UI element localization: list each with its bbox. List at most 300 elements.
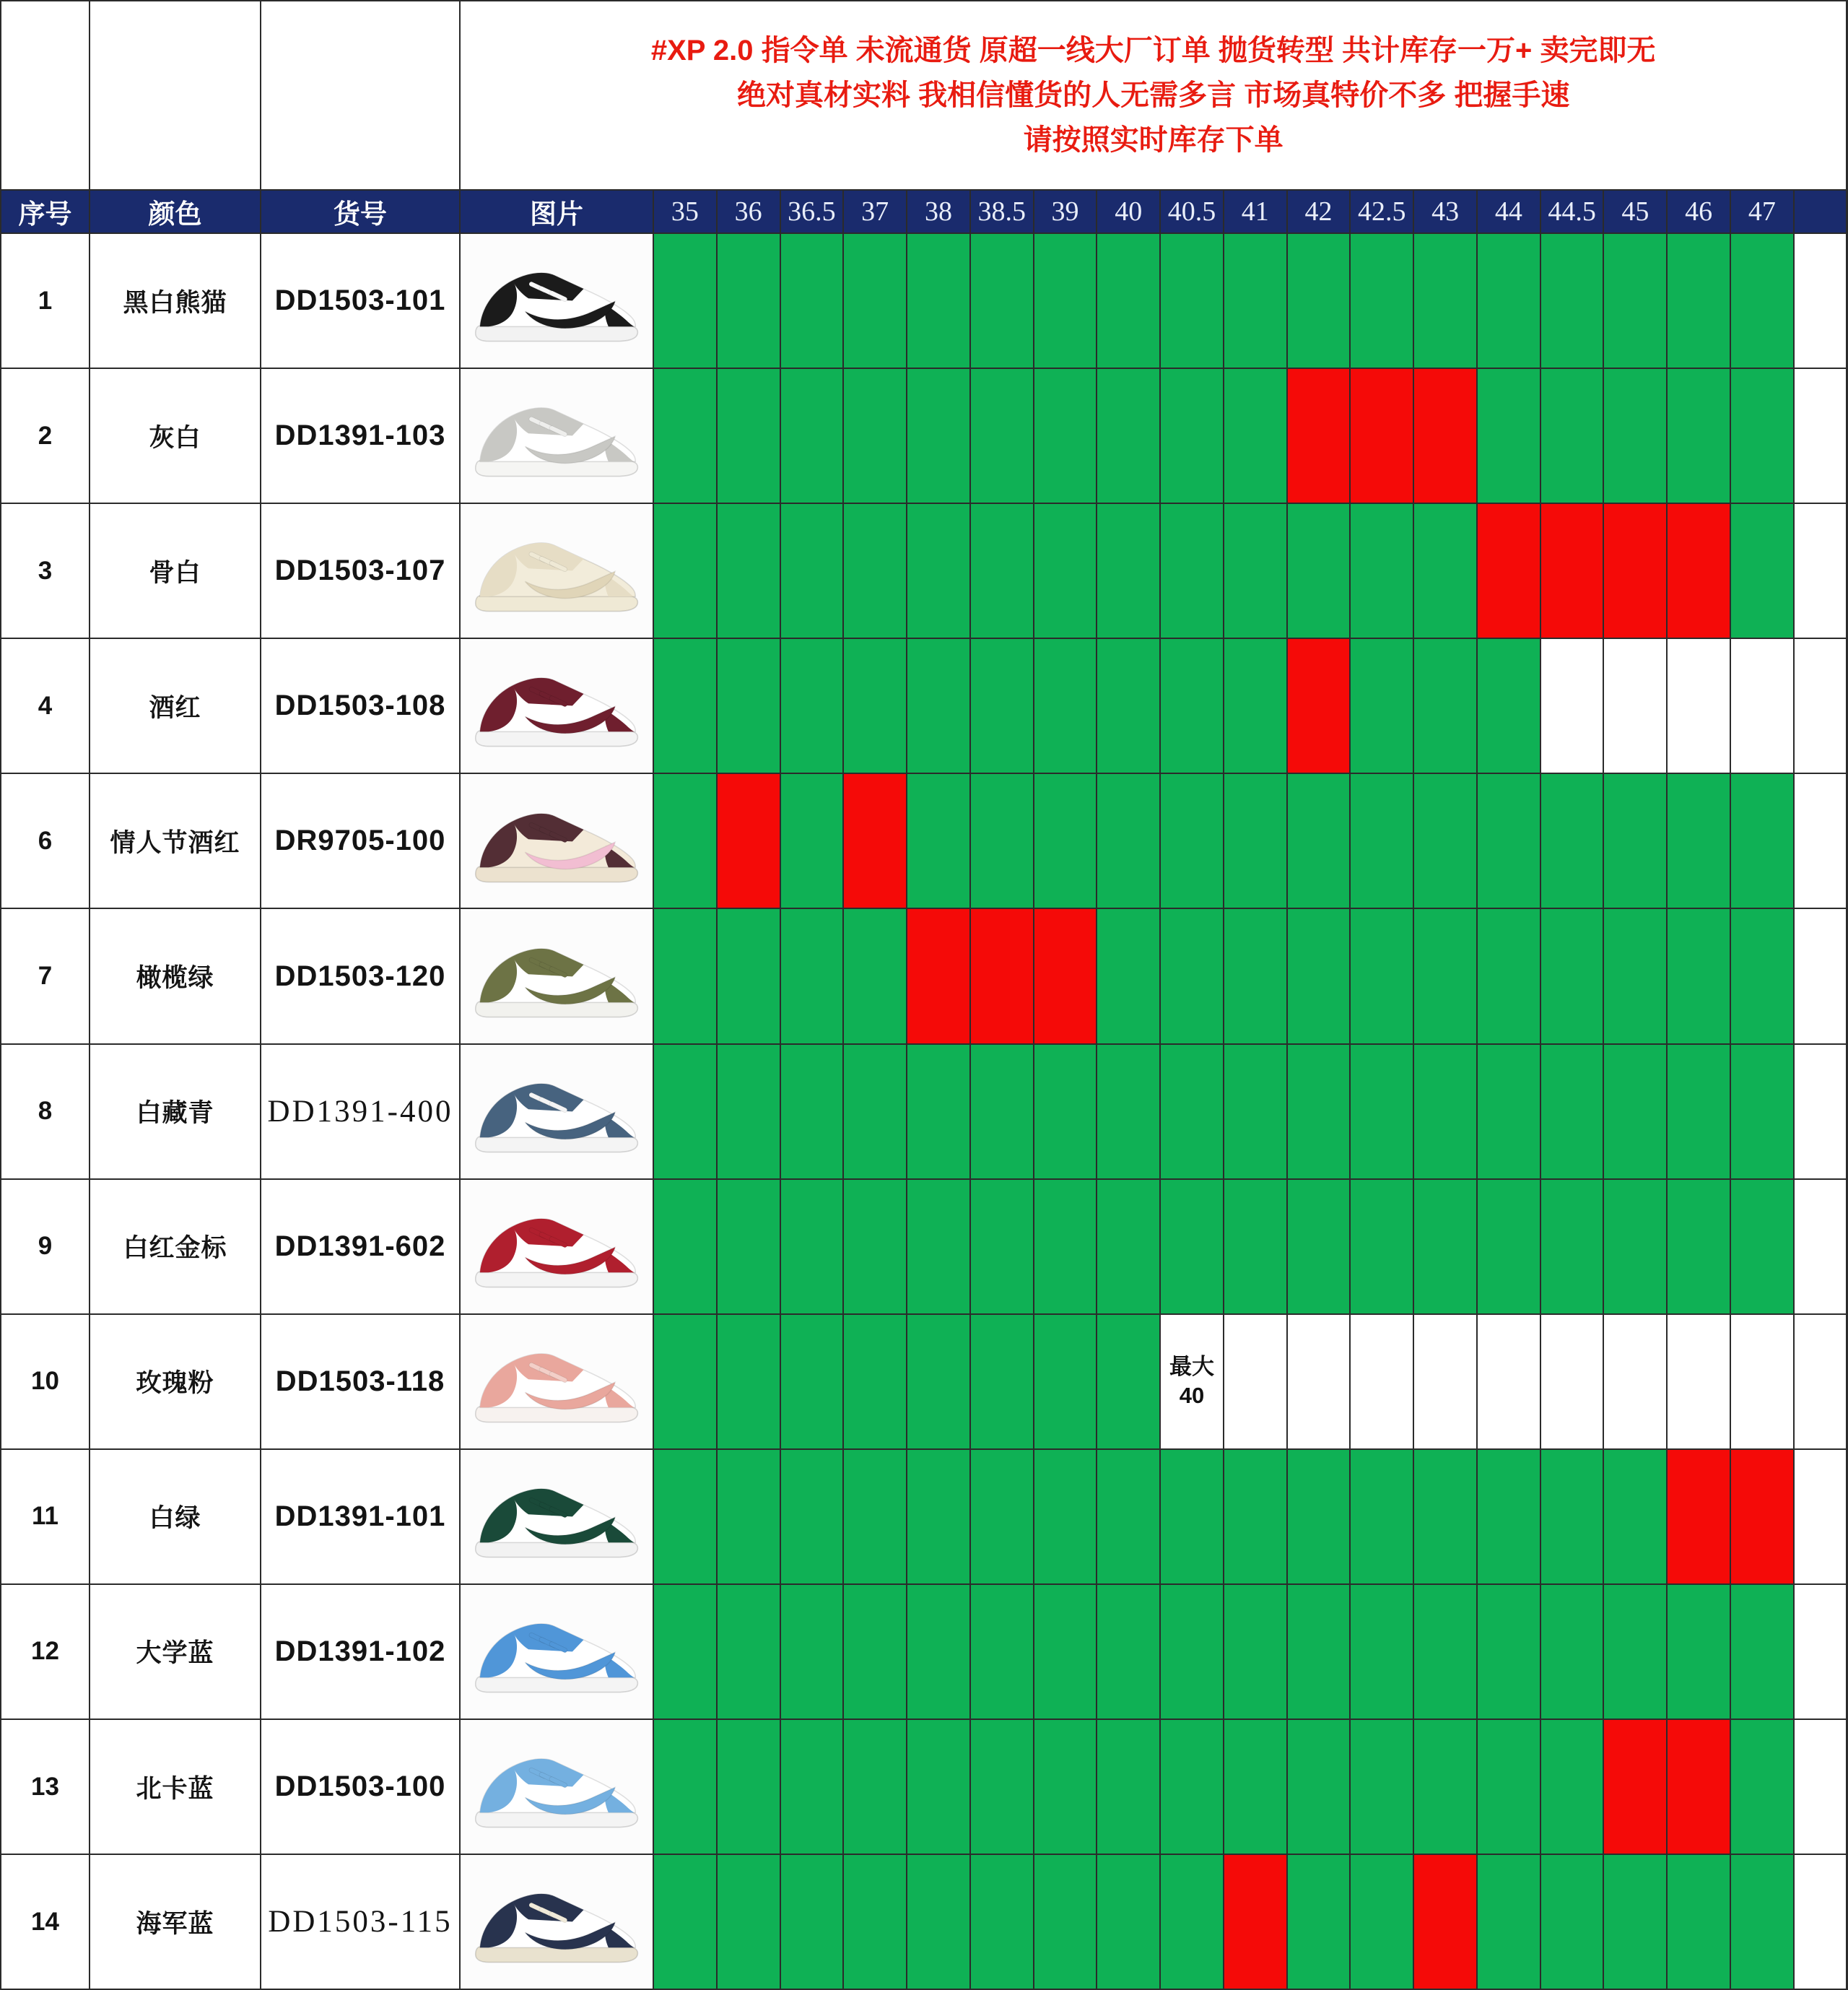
stock-cell-size-41: [1224, 1855, 1286, 1989]
stock-cell-size-36: [718, 639, 780, 773]
stock-cell-size-47: [1731, 1315, 1793, 1448]
stock-cell-spacer: [1795, 1315, 1847, 1448]
stock-cell-size-36.5: [781, 1855, 843, 1989]
stock-cell-size-46: [1668, 1855, 1730, 1989]
product-image: [461, 1045, 653, 1178]
size-column-header-38: 38: [907, 191, 969, 233]
stock-cell-size-41: [1224, 504, 1286, 638]
stock-cell-size-46: [1668, 1045, 1730, 1178]
stock-cell-size-42.5: [1351, 1045, 1413, 1178]
stock-cell-size-38: [907, 909, 969, 1043]
notice-line-3: 请按照实时库存下单: [1023, 124, 1283, 156]
stock-cell-size-43: [1414, 1180, 1476, 1313]
stock-cell-size-42.5: [1351, 1450, 1413, 1583]
stock-cell-size-44.5: [1541, 1720, 1603, 1854]
row-index: 1: [1, 234, 89, 368]
stock-cell-size-35: [654, 1585, 716, 1719]
stock-cell-size-38: [907, 1720, 969, 1854]
sneaker-icon: [472, 1742, 641, 1832]
stock-cell-size-41: [1224, 1720, 1286, 1854]
product-color-name: 大学蓝: [90, 1585, 260, 1719]
product-sku: DD1391-101: [261, 1450, 459, 1583]
product-image: [461, 1585, 653, 1719]
product-image: [461, 1855, 653, 1989]
stock-cell-size-36: [718, 1855, 780, 1989]
stock-cell-size-44: [1478, 369, 1540, 503]
top-blank-cell-3: [261, 1, 459, 189]
row-index: 9: [1, 1180, 89, 1313]
stock-cell-size-37: [844, 774, 906, 908]
stock-cell-size-38.5: [971, 1180, 1033, 1313]
stock-cell-size-42: [1288, 1585, 1350, 1719]
stock-cell-size-44: [1478, 504, 1540, 638]
product-sku: DD1503-108: [261, 639, 459, 773]
stock-cell-size-41: [1224, 1180, 1286, 1313]
row-index: 7: [1, 909, 89, 1043]
product-sku: DD1391-102: [261, 1585, 459, 1719]
size-column-header-spacer: [1795, 191, 1847, 233]
stock-cell-size-35: [654, 1315, 716, 1448]
size-column-header-44.5: 44.5: [1541, 191, 1603, 233]
stock-cell-size-38: [907, 1180, 969, 1313]
stock-cell-size-40: [1097, 504, 1159, 638]
stock-cell-size-47: [1731, 504, 1793, 638]
stock-cell-size-42: [1288, 369, 1350, 503]
stock-cell-size-42.5: [1351, 774, 1413, 908]
stock-cell-size-38.5: [971, 1315, 1033, 1448]
stock-cell-size-42: [1288, 1450, 1350, 1583]
product-color-name: 白红金标: [90, 1180, 260, 1313]
stock-cell-size-38.5: [971, 234, 1033, 368]
stock-cell-size-39: [1034, 774, 1097, 908]
stock-cell-size-38.5: [971, 639, 1033, 773]
stock-cell-size-45: [1604, 909, 1666, 1043]
stock-cell-size-38.5: [971, 909, 1033, 1043]
stock-cell-size-47: [1731, 1450, 1793, 1583]
stock-cell-spacer: [1795, 909, 1847, 1043]
stock-cell-size-43: [1414, 369, 1476, 503]
stock-cell-size-40: [1097, 1045, 1159, 1178]
stock-cell-size-47: [1731, 234, 1793, 368]
stock-cell-size-42: [1288, 1855, 1350, 1989]
stock-cell-size-36: [718, 1585, 780, 1719]
sneaker-icon: [472, 661, 641, 751]
stock-cell-size-39: [1034, 1585, 1097, 1719]
row-index: 3: [1, 504, 89, 638]
product-image: [461, 1720, 653, 1854]
stock-cell-size-36.5: [781, 369, 843, 503]
product-sku: DR9705-100: [261, 774, 459, 908]
sneaker-icon: [472, 526, 641, 616]
size-column-header-47: 47: [1731, 191, 1793, 233]
top-blank-cell-1: [1, 1, 89, 189]
sneaker-icon: [472, 796, 641, 887]
stock-cell-size-44.5: [1541, 369, 1603, 503]
stock-cell-size-38: [907, 1855, 969, 1989]
stock-cell-size-41: [1224, 909, 1286, 1043]
stock-cell-spacer: [1795, 504, 1847, 638]
stock-cell-size-40.5: [1161, 909, 1223, 1043]
stock-cell-size-45: [1604, 639, 1666, 773]
stock-cell-size-36: [718, 909, 780, 1043]
stock-cell-size-37: [844, 1720, 906, 1854]
stock-cell-size-44: [1478, 774, 1540, 908]
size-column-header-39: 39: [1034, 191, 1097, 233]
sneaker-icon: [472, 1066, 641, 1157]
product-sku: DD1503-107: [261, 504, 459, 638]
stock-cell-size-41: [1224, 639, 1286, 773]
stock-cell-spacer: [1795, 1585, 1847, 1719]
stock-cell-size-45: [1604, 1045, 1666, 1178]
stock-cell-size-43: [1414, 639, 1476, 773]
product-sku: DD1391-602: [261, 1180, 459, 1313]
size-column-header-36.5: 36.5: [781, 191, 843, 233]
stock-cell-size-47: [1731, 1045, 1793, 1178]
stock-cell-size-45: [1604, 234, 1666, 368]
stock-cell-size-44: [1478, 1450, 1540, 1583]
stock-cell-size-36.5: [781, 1720, 843, 1854]
sneaker-icon: [472, 1607, 641, 1697]
stock-cell-size-45: [1604, 1720, 1666, 1854]
stock-cell-size-39: [1034, 1045, 1097, 1178]
product-image: [461, 1180, 653, 1313]
stock-cell-size-40: [1097, 1720, 1159, 1854]
stock-cell-size-44.5: [1541, 1045, 1603, 1178]
stock-cell-size-41: [1224, 1585, 1286, 1719]
stock-cell-size-39: [1034, 369, 1097, 503]
stock-cell-size-45: [1604, 774, 1666, 908]
stock-cell-size-38: [907, 1585, 969, 1719]
stock-cell-size-36.5: [781, 1180, 843, 1313]
stock-cell-size-35: [654, 1855, 716, 1989]
stock-cell-size-38.5: [971, 1720, 1033, 1854]
row-index: 10: [1, 1315, 89, 1448]
product-image: [461, 774, 653, 908]
sneaker-icon: [472, 1202, 641, 1292]
product-image: [461, 234, 653, 368]
stock-cell-size-39: [1034, 1180, 1097, 1313]
stock-cell-size-42.5: [1351, 1855, 1413, 1989]
stock-cell-size-43: [1414, 504, 1476, 638]
size-column-header-44: 44: [1478, 191, 1540, 233]
col-header-index: 序号: [1, 191, 89, 233]
stock-cell-size-47: [1731, 1855, 1793, 1989]
stock-cell-size-38.5: [971, 504, 1033, 638]
stock-cell-size-46: [1668, 1585, 1730, 1719]
stock-cell-size-40: [1097, 1585, 1159, 1719]
stock-cell-size-40: [1097, 1315, 1159, 1448]
stock-cell-size-38: [907, 234, 969, 368]
stock-cell-size-46: [1668, 1315, 1730, 1448]
stock-cell-size-40.5: [1161, 1180, 1223, 1313]
stock-cell-size-46: [1668, 234, 1730, 368]
stock-cell-size-39: [1034, 1315, 1097, 1448]
stock-cell-size-41: [1224, 1450, 1286, 1583]
stock-cell-size-35: [654, 504, 716, 638]
product-image: [461, 909, 653, 1043]
stock-cell-size-37: [844, 504, 906, 638]
stock-cell-size-47: [1731, 774, 1793, 908]
notice-banner: [461, 1, 1846, 189]
row-index: 2: [1, 369, 89, 503]
stock-cell-size-42.5: [1351, 1315, 1413, 1448]
product-image: [461, 504, 653, 638]
stock-cell-size-42.5: [1351, 504, 1413, 638]
stock-cell-spacer: [1795, 774, 1847, 908]
stock-cell-size-44.5: [1541, 639, 1603, 773]
stock-cell-size-36: [718, 1720, 780, 1854]
stock-cell-size-37: [844, 639, 906, 773]
product-color-name: 酒红: [90, 639, 260, 773]
stock-cell-size-36: [718, 1045, 780, 1178]
stock-cell-size-44.5: [1541, 504, 1603, 638]
product-sku: DD1503-100: [261, 1720, 459, 1854]
row-index: 13: [1, 1720, 89, 1854]
stock-cell-size-41: [1224, 234, 1286, 368]
sneaker-icon: [472, 1337, 641, 1427]
stock-cell-spacer: [1795, 369, 1847, 503]
stock-cell-size-38.5: [971, 369, 1033, 503]
stock-cell-spacer: [1795, 639, 1847, 773]
stock-cell-size-44.5: [1541, 909, 1603, 1043]
stock-cell-size-42: [1288, 1315, 1350, 1448]
stock-cell-size-38.5: [971, 774, 1033, 908]
stock-cell-size-46: [1668, 1180, 1730, 1313]
stock-cell-size-43: [1414, 774, 1476, 908]
stock-cell-size-41: [1224, 369, 1286, 503]
stock-cell-size-47: [1731, 1585, 1793, 1719]
row-index: 4: [1, 639, 89, 773]
stock-cell-size-45: [1604, 369, 1666, 503]
stock-cell-size-45: [1604, 1315, 1666, 1448]
stock-cell-size-43: [1414, 1045, 1476, 1178]
stock-cell-size-40: [1097, 369, 1159, 503]
stock-cell-size-38.5: [971, 1585, 1033, 1719]
stock-cell-size-37: [844, 909, 906, 1043]
stock-cell-size-46: [1668, 639, 1730, 773]
stock-cell-size-44.5: [1541, 774, 1603, 908]
stock-cell-size-44: [1478, 909, 1540, 1043]
stock-cell-size-42.5: [1351, 909, 1413, 1043]
stock-cell-size-42.5: [1351, 234, 1413, 368]
stock-cell-size-36: [718, 774, 780, 908]
stock-cell-size-36.5: [781, 1315, 843, 1448]
stock-cell-size-42: [1288, 639, 1350, 773]
stock-cell-size-40: [1097, 639, 1159, 773]
stock-cell-size-46: [1668, 774, 1730, 908]
stock-cell-size-37: [844, 1045, 906, 1178]
stock-cell-size-40.5: [1161, 1045, 1223, 1178]
stock-cell-size-40.5: [1161, 639, 1223, 773]
stock-cell-size-40: [1097, 774, 1159, 908]
row-index: 11: [1, 1450, 89, 1583]
col-header-color: 颜色: [90, 191, 260, 233]
size-column-header-45: 45: [1604, 191, 1666, 233]
stock-cell-size-43: [1414, 234, 1476, 368]
stock-cell-size-39: [1034, 504, 1097, 638]
stock-cell-size-38: [907, 774, 969, 908]
product-image: [461, 639, 653, 773]
stock-cell-size-45: [1604, 1450, 1666, 1583]
stock-cell-size-38: [907, 1315, 969, 1448]
stock-cell-size-36.5: [781, 1585, 843, 1719]
stock-cell-size-35: [654, 234, 716, 368]
stock-cell-size-40: [1097, 1855, 1159, 1989]
stock-cell-size-39: [1034, 909, 1097, 1043]
stock-cell-size-38: [907, 1450, 969, 1583]
stock-cell-size-38.5: [971, 1045, 1033, 1178]
stock-cell-size-36.5: [781, 234, 843, 368]
stock-cell-size-44.5: [1541, 1180, 1603, 1313]
stock-cell-size-45: [1604, 504, 1666, 638]
stock-cell-size-37: [844, 1585, 906, 1719]
size-column-header-35: 35: [654, 191, 716, 233]
stock-cell-size-42: [1288, 909, 1350, 1043]
stock-cell-spacer: [1795, 1450, 1847, 1583]
size-column-header-42.5: 42.5: [1351, 191, 1413, 233]
stock-cell-size-40.5: [1161, 1720, 1223, 1854]
stock-cell-size-36.5: [781, 909, 843, 1043]
stock-cell-size-36.5: [781, 1450, 843, 1583]
stock-cell-size-38.5: [971, 1855, 1033, 1989]
notice-line-1: #XP 2.0 指令单 未流通货 原超一线大厂订单 抛货转型 共计库存一万+ 卖完即无: [650, 35, 1656, 66]
stock-cell-size-41: [1224, 1315, 1286, 1448]
sneaker-icon: [472, 931, 641, 1022]
stock-cell-spacer: [1795, 1720, 1847, 1854]
stock-cell-size-43: [1414, 1450, 1476, 1583]
stock-cell-size-35: [654, 369, 716, 503]
stock-cell-size-37: [844, 234, 906, 368]
row-index: 8: [1, 1045, 89, 1178]
sneaker-icon: [472, 1472, 641, 1562]
stock-cell-size-36: [718, 1180, 780, 1313]
stock-cell-size-46: [1668, 1720, 1730, 1854]
stock-cell-size-41: [1224, 774, 1286, 908]
size-column-header-40: 40: [1097, 191, 1159, 233]
row-index: 12: [1, 1585, 89, 1719]
stock-cell-size-40.5: [1161, 1450, 1223, 1583]
stock-cell-size-38.5: [971, 1450, 1033, 1583]
stock-cell-size-35: [654, 1180, 716, 1313]
stock-cell-size-42: [1288, 234, 1350, 368]
stock-cell-size-44.5: [1541, 1450, 1603, 1583]
stock-cell-size-47: [1731, 909, 1793, 1043]
stock-cell-size-46: [1668, 369, 1730, 503]
stock-cell-size-42: [1288, 1045, 1350, 1178]
product-sku: DD1503-115: [261, 1855, 459, 1989]
stock-cell-size-42.5: [1351, 1720, 1413, 1854]
stock-cell-size-37: [844, 1450, 906, 1583]
stock-cell-size-47: [1731, 1720, 1793, 1854]
stock-cell-size-44: [1478, 639, 1540, 773]
stock-cell-size-36: [718, 1315, 780, 1448]
stock-cell-size-42.5: [1351, 1585, 1413, 1719]
stock-cell-size-36: [718, 1450, 780, 1583]
stock-cell-size-47: [1731, 1180, 1793, 1313]
product-image: [461, 1450, 653, 1583]
max-size-note: 最大 40: [1169, 1354, 1214, 1409]
stock-cell-size-36.5: [781, 774, 843, 908]
stock-cell-size-42.5: [1351, 369, 1413, 503]
stock-cell-size-38: [907, 369, 969, 503]
stock-cell-size-35: [654, 639, 716, 773]
stock-cell-size-44.5: [1541, 1315, 1603, 1448]
stock-cell-size-45: [1604, 1855, 1666, 1989]
product-color-name: 橄榄绿: [90, 909, 260, 1043]
product-sku: DD1391-400: [261, 1045, 459, 1178]
stock-cell-size-39: [1034, 1720, 1097, 1854]
top-blank-cell-2: [90, 1, 260, 189]
stock-cell-size-46: [1668, 1450, 1730, 1583]
stock-cell-size-40: [1097, 1180, 1159, 1313]
stock-cell-spacer: [1795, 1855, 1847, 1989]
sneaker-icon: [472, 391, 641, 481]
stock-cell-size-40.5: [1161, 1315, 1223, 1448]
size-column-header-43: 43: [1414, 191, 1476, 233]
stock-cell-size-42: [1288, 774, 1350, 908]
stock-cell-size-43: [1414, 909, 1476, 1043]
stock-cell-size-44: [1478, 1045, 1540, 1178]
stock-cell-size-43: [1414, 1315, 1476, 1448]
col-header-sku: 货号: [261, 191, 459, 233]
stock-cell-size-40: [1097, 234, 1159, 368]
product-sku: DD1503-118: [261, 1315, 459, 1448]
product-image: [461, 369, 653, 503]
stock-cell-size-46: [1668, 504, 1730, 638]
stock-cell-size-46: [1668, 909, 1730, 1043]
stock-cell-size-35: [654, 1720, 716, 1854]
product-color-name: 北卡蓝: [90, 1720, 260, 1854]
stock-cell-size-38: [907, 639, 969, 773]
stock-cell-size-36.5: [781, 639, 843, 773]
stock-cell-size-40: [1097, 909, 1159, 1043]
stock-cell-size-40.5: [1161, 774, 1223, 908]
stock-cell-size-42: [1288, 1720, 1350, 1854]
product-image: [461, 1315, 653, 1448]
stock-cell-size-37: [844, 1315, 906, 1448]
stock-cell-size-43: [1414, 1585, 1476, 1719]
size-column-header-36: 36: [718, 191, 780, 233]
stock-cell-size-44.5: [1541, 1585, 1603, 1719]
size-column-header-37: 37: [844, 191, 906, 233]
stock-cell-size-35: [654, 909, 716, 1043]
row-index: 6: [1, 774, 89, 908]
product-color-name: 黑白熊猫: [90, 234, 260, 368]
stock-cell-size-44: [1478, 234, 1540, 368]
stock-cell-size-36.5: [781, 504, 843, 638]
product-sku: DD1391-103: [261, 369, 459, 503]
stock-cell-size-37: [844, 369, 906, 503]
product-color-name: 骨白: [90, 504, 260, 638]
col-header-image: 图片: [461, 191, 653, 233]
size-column-header-46: 46: [1668, 191, 1730, 233]
product-sku: DD1503-120: [261, 909, 459, 1043]
stock-cell-size-45: [1604, 1585, 1666, 1719]
stock-cell-spacer: [1795, 1180, 1847, 1313]
stock-cell-size-39: [1034, 234, 1097, 368]
stock-cell-size-44: [1478, 1720, 1540, 1854]
stock-cell-size-40.5: [1161, 369, 1223, 503]
stock-cell-size-35: [654, 1045, 716, 1178]
stock-cell-size-40.5: [1161, 504, 1223, 638]
stock-cell-size-40.5: [1161, 1855, 1223, 1989]
stock-cell-size-39: [1034, 639, 1097, 773]
product-color-name: 海军蓝: [90, 1855, 260, 1989]
sneaker-icon: [472, 256, 641, 346]
stock-cell-size-35: [654, 1450, 716, 1583]
product-color-name: 白藏青: [90, 1045, 260, 1178]
size-column-header-40.5: 40.5: [1161, 191, 1223, 233]
